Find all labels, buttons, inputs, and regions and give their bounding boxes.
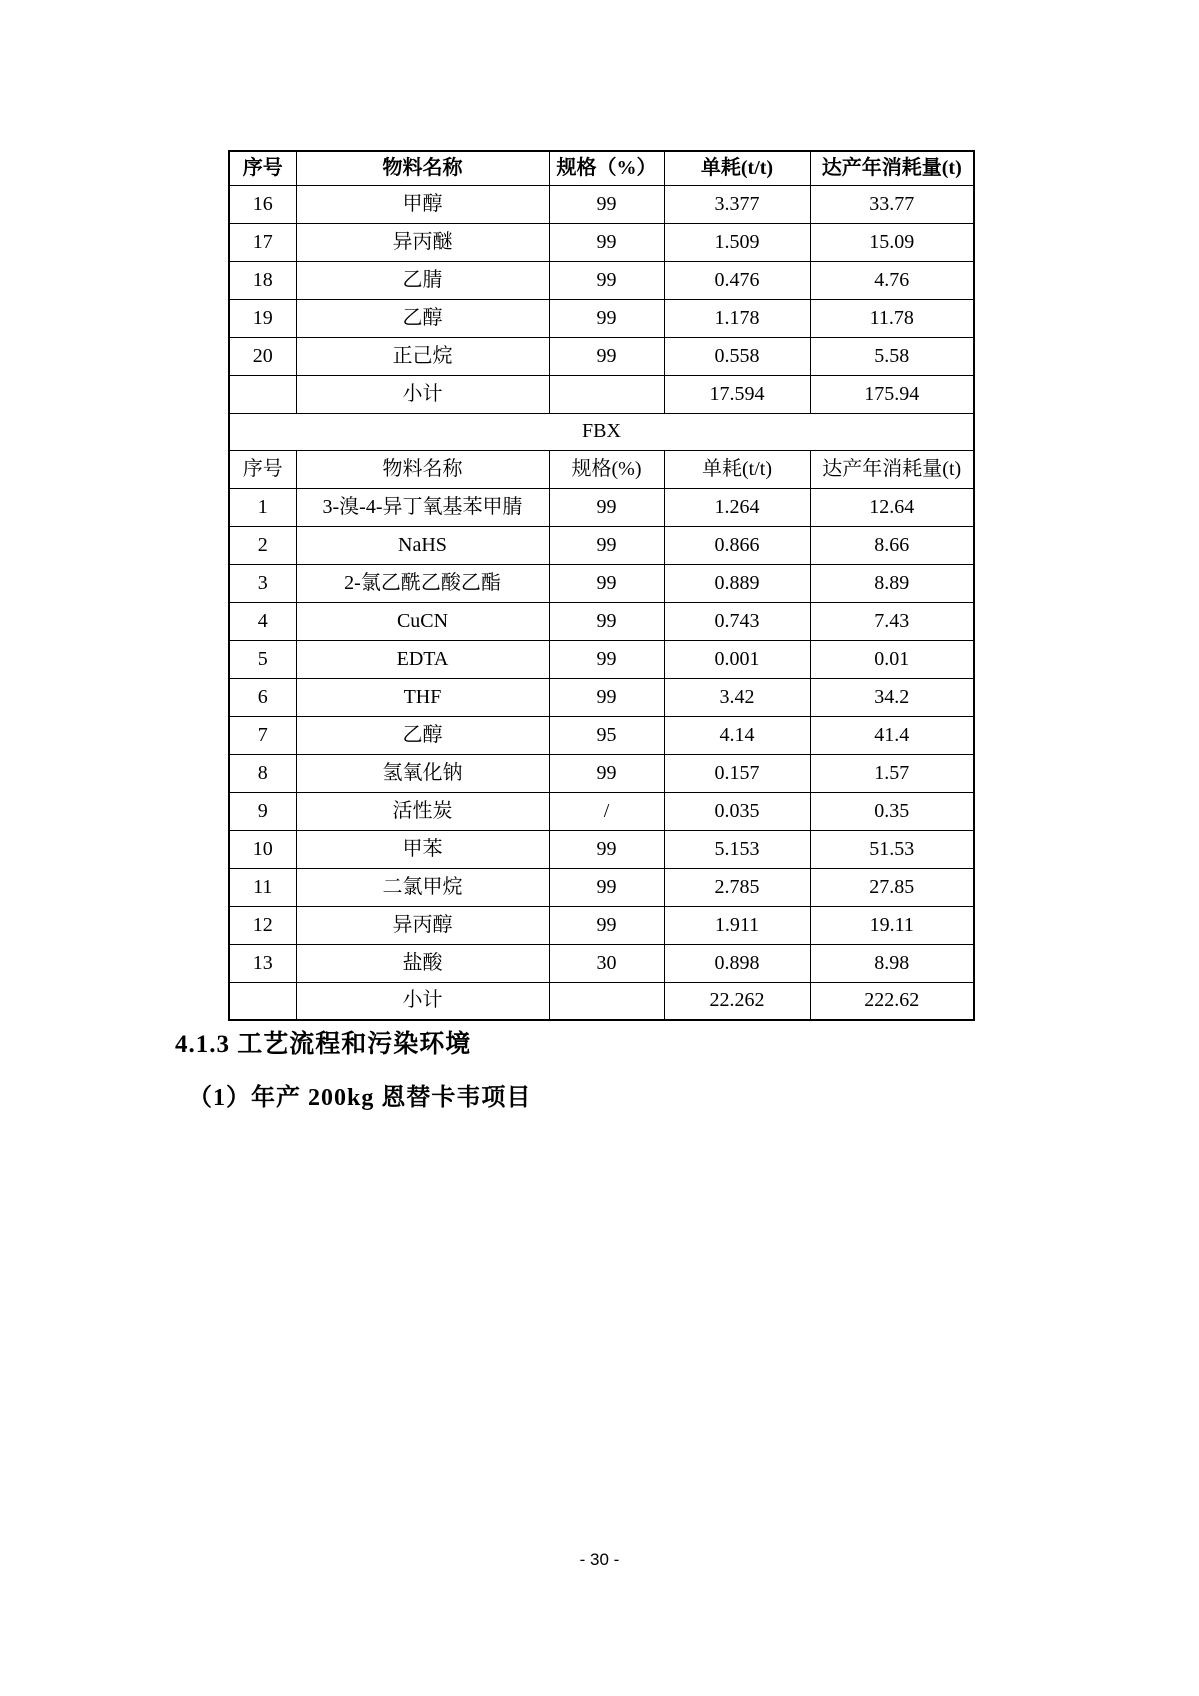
data-cell: 1.57 — [810, 754, 974, 792]
header-cell: 序号 — [229, 450, 296, 488]
table-row — [229, 375, 974, 413]
header-cell: 序号 — [229, 151, 296, 185]
data-cell: 甲醇 — [296, 185, 549, 223]
data-cell: 4 — [229, 602, 296, 640]
data-cell: 异丙醇 — [296, 906, 549, 944]
data-cell: 0.558 — [664, 337, 810, 375]
data-cell: 99 — [549, 261, 664, 299]
data-cell: NaHS — [296, 526, 549, 564]
data-cell: 0.157 — [664, 754, 810, 792]
table-row — [229, 151, 974, 185]
table-row — [229, 185, 974, 223]
data-cell: THF — [296, 678, 549, 716]
data-cell: 4.14 — [664, 716, 810, 754]
data-cell: 2 — [229, 526, 296, 564]
data-cell: 99 — [549, 602, 664, 640]
data-cell: 0.898 — [664, 944, 810, 982]
data-cell: 0.889 — [664, 564, 810, 602]
data-cell: 19.11 — [810, 906, 974, 944]
data-cell: 7 — [229, 716, 296, 754]
data-cell: 5.58 — [810, 337, 974, 375]
data-cell: 甲苯 — [296, 830, 549, 868]
data-cell: 99 — [549, 640, 664, 678]
header-cell: 达产年消耗量(t) — [810, 151, 974, 185]
table-row — [229, 602, 974, 640]
data-cell: 20 — [229, 337, 296, 375]
data-cell: 0.866 — [664, 526, 810, 564]
data-cell: 11 — [229, 868, 296, 906]
table-row — [229, 488, 974, 526]
data-cell: 99 — [549, 337, 664, 375]
data-cell: 4.76 — [810, 261, 974, 299]
data-cell: 12.64 — [810, 488, 974, 526]
data-cell: 0.001 — [664, 640, 810, 678]
data-cell: 9 — [229, 792, 296, 830]
data-cell: 18 — [229, 261, 296, 299]
data-cell: 17 — [229, 223, 296, 261]
data-cell: 3 — [229, 564, 296, 602]
data-cell: 3.42 — [664, 678, 810, 716]
data-cell: 27.85 — [810, 868, 974, 906]
subtotal-cell — [549, 982, 664, 1020]
header-cell: 达产年消耗量(t) — [810, 450, 974, 488]
data-cell: 99 — [549, 488, 664, 526]
data-cell: 1.178 — [664, 299, 810, 337]
table-row — [229, 564, 974, 602]
table-row — [229, 868, 974, 906]
table-row — [229, 830, 974, 868]
table-row — [229, 526, 974, 564]
data-cell: / — [549, 792, 664, 830]
data-cell: 5 — [229, 640, 296, 678]
data-cell: 8.66 — [810, 526, 974, 564]
data-cell: 19 — [229, 299, 296, 337]
data-cell: 6 — [229, 678, 296, 716]
subtotal-cell: 17.594 — [664, 375, 810, 413]
table-row — [229, 223, 974, 261]
subtotal-cell: 175.94 — [810, 375, 974, 413]
subtotal-cell: 222.62 — [810, 982, 974, 1020]
data-cell: 99 — [549, 526, 664, 564]
data-cell: 1.911 — [664, 906, 810, 944]
table-row — [229, 450, 974, 488]
table-row — [229, 337, 974, 375]
data-cell: 7.43 — [810, 602, 974, 640]
data-cell: 1.264 — [664, 488, 810, 526]
data-cell: 34.2 — [810, 678, 974, 716]
header-cell: 规格（%） — [549, 151, 664, 185]
section-divider-cell: FBX — [229, 413, 974, 450]
data-cell: 10 — [229, 830, 296, 868]
data-cell: 异丙醚 — [296, 223, 549, 261]
data-cell: 99 — [549, 868, 664, 906]
data-cell: 氢氧化钠 — [296, 754, 549, 792]
data-cell: 16 — [229, 185, 296, 223]
data-cell: 99 — [549, 754, 664, 792]
subtotal-cell: 小计 — [296, 375, 549, 413]
data-cell: 0.743 — [664, 602, 810, 640]
data-cell: 15.09 — [810, 223, 974, 261]
subtotal-cell: 小计 — [296, 982, 549, 1020]
data-cell: 13 — [229, 944, 296, 982]
data-cell: 0.476 — [664, 261, 810, 299]
data-cell: 3.377 — [664, 185, 810, 223]
header-cell: 物料名称 — [296, 151, 549, 185]
table-row — [229, 754, 974, 792]
data-cell: 1 — [229, 488, 296, 526]
table-row — [229, 792, 974, 830]
header-cell: 规格(%) — [549, 450, 664, 488]
subtotal-cell — [229, 982, 296, 1020]
data-cell: 0.35 — [810, 792, 974, 830]
subtotal-cell: 22.262 — [664, 982, 810, 1020]
table-row — [229, 716, 974, 754]
data-cell: 8.98 — [810, 944, 974, 982]
data-cell: 8.89 — [810, 564, 974, 602]
data-cell: 11.78 — [810, 299, 974, 337]
data-cell: 0.035 — [664, 792, 810, 830]
table-row — [229, 982, 974, 1020]
materials-table-body — [229, 151, 974, 1020]
header-cell: 单耗(t/t) — [664, 450, 810, 488]
data-cell: 99 — [549, 299, 664, 337]
data-cell: 1.509 — [664, 223, 810, 261]
data-cell: 3-溴-4-异丁氧基苯甲腈 — [296, 488, 549, 526]
data-cell: 41.4 — [810, 716, 974, 754]
data-cell: 99 — [549, 830, 664, 868]
data-cell: CuCN — [296, 602, 549, 640]
table-row — [229, 299, 974, 337]
subtotal-cell — [549, 375, 664, 413]
data-cell: EDTA — [296, 640, 549, 678]
table-row — [229, 678, 974, 716]
data-cell: 12 — [229, 906, 296, 944]
sub-heading: （1）年产 200kg 恩替卡韦项目 — [188, 1085, 532, 1111]
table-row — [229, 261, 974, 299]
data-cell: 正己烷 — [296, 337, 549, 375]
materials-consumption-table — [228, 150, 975, 1021]
data-cell: 盐酸 — [296, 944, 549, 982]
page-number: - 30 - — [579, 1550, 620, 1569]
data-cell: 99 — [549, 678, 664, 716]
data-cell: 30 — [549, 944, 664, 982]
data-cell: 乙醇 — [296, 299, 549, 337]
data-cell: 95 — [549, 716, 664, 754]
data-cell: 乙醇 — [296, 716, 549, 754]
data-cell: 2-氯乙酰乙酸乙酯 — [296, 564, 549, 602]
data-cell: 33.77 — [810, 185, 974, 223]
table-row — [229, 906, 974, 944]
table-row — [229, 640, 974, 678]
data-cell: 8 — [229, 754, 296, 792]
table-row — [229, 413, 974, 450]
data-cell: 5.153 — [664, 830, 810, 868]
data-cell: 99 — [549, 185, 664, 223]
data-cell: 乙腈 — [296, 261, 549, 299]
header-cell: 物料名称 — [296, 450, 549, 488]
data-cell: 51.53 — [810, 830, 974, 868]
data-cell: 0.01 — [810, 640, 974, 678]
header-cell: 单耗(t/t) — [664, 151, 810, 185]
section-heading: 4.1.3 工艺流程和污染环境 — [175, 1031, 472, 1058]
data-cell: 2.785 — [664, 868, 810, 906]
subtotal-cell — [229, 375, 296, 413]
data-cell: 99 — [549, 564, 664, 602]
data-cell: 99 — [549, 223, 664, 261]
table-row — [229, 944, 974, 982]
data-cell: 二氯甲烷 — [296, 868, 549, 906]
data-cell: 活性炭 — [296, 792, 549, 830]
data-cell: 99 — [549, 906, 664, 944]
